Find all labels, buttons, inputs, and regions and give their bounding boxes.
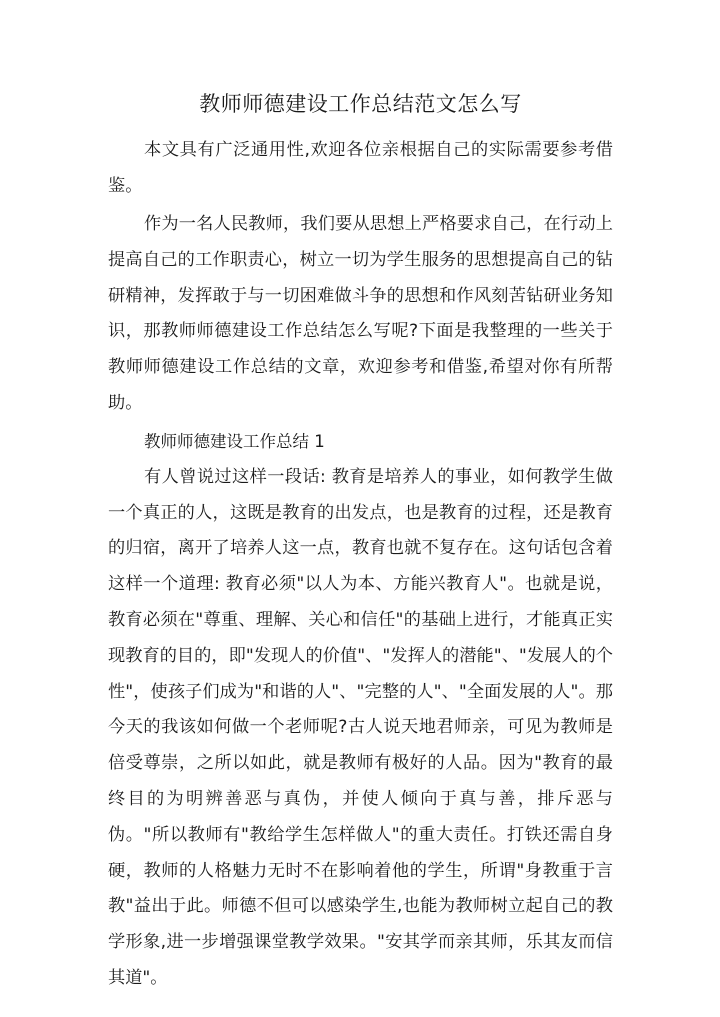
body-paragraph-1: 作为一名人民教师，我们要从思想上严格要求自己，在行动上提高自己的工作职责心，树立一切为学生服务的思想提高自己的钻研精神，发挥敢于与一切困难做斗争的思想和作风刻苦钻研业务知识，那教师师德建设工作总结怎么写呢?下面是我整理的一些关于教师师德建设工作总结的文章，欢迎参考和借鉴,希望对你有所帮助。 xyxy=(108,214,613,413)
document-title: 教师师德建设工作总结范文怎么写 xyxy=(199,92,522,116)
section-heading: 教师师德建设工作总结 1 xyxy=(144,431,325,451)
body-paragraph-2: 有人曾说过这样一段话: 教育是培养人的事业，如何教学生做一个真正的人，这既是教育的出发点，也是教育的过程，还是教育的归宿，离开了培养人这一点，教育也就不复存在。这句话包含着这样一个道理: 教育必须"以人为本、方能兴教育人"。也就是说，教育必须在"尊重、理解、关心和信任"的基础上进行，才能真正实现教育的目的，即"发现人的价值"、"发挥人的潜能"、"发展人的个性"，使孩子们成为"和谐的人"、"完整的人"、"全面发展的人"。那今天的我该如何做一个老师呢?古人说天地君师亲，可见为教师是倍受尊崇，之所以如此，就是教师有极好的人品。因为"教育的最终目的为明辨善恶与真伪，并使人倾向于真与善，排斥恶与伪。"所以教师有"教给学生怎样做人"的重大责任。打铁还需自身硬，教师的人格魅力无时不在影响着他的学生，所谓"身教重于言教"益出于此。师德不但可以感染学生,也能为教师树立起自己的教学形象,进一步增强课堂教学效果。"安其学而亲其师，乐其友而信其道"。 xyxy=(108,466,613,988)
document-page xyxy=(108,88,613,997)
intro-paragraph: 本文具有广泛通用性,欢迎各位亲根据自己的实际需要参考借鉴。 xyxy=(108,140,613,196)
